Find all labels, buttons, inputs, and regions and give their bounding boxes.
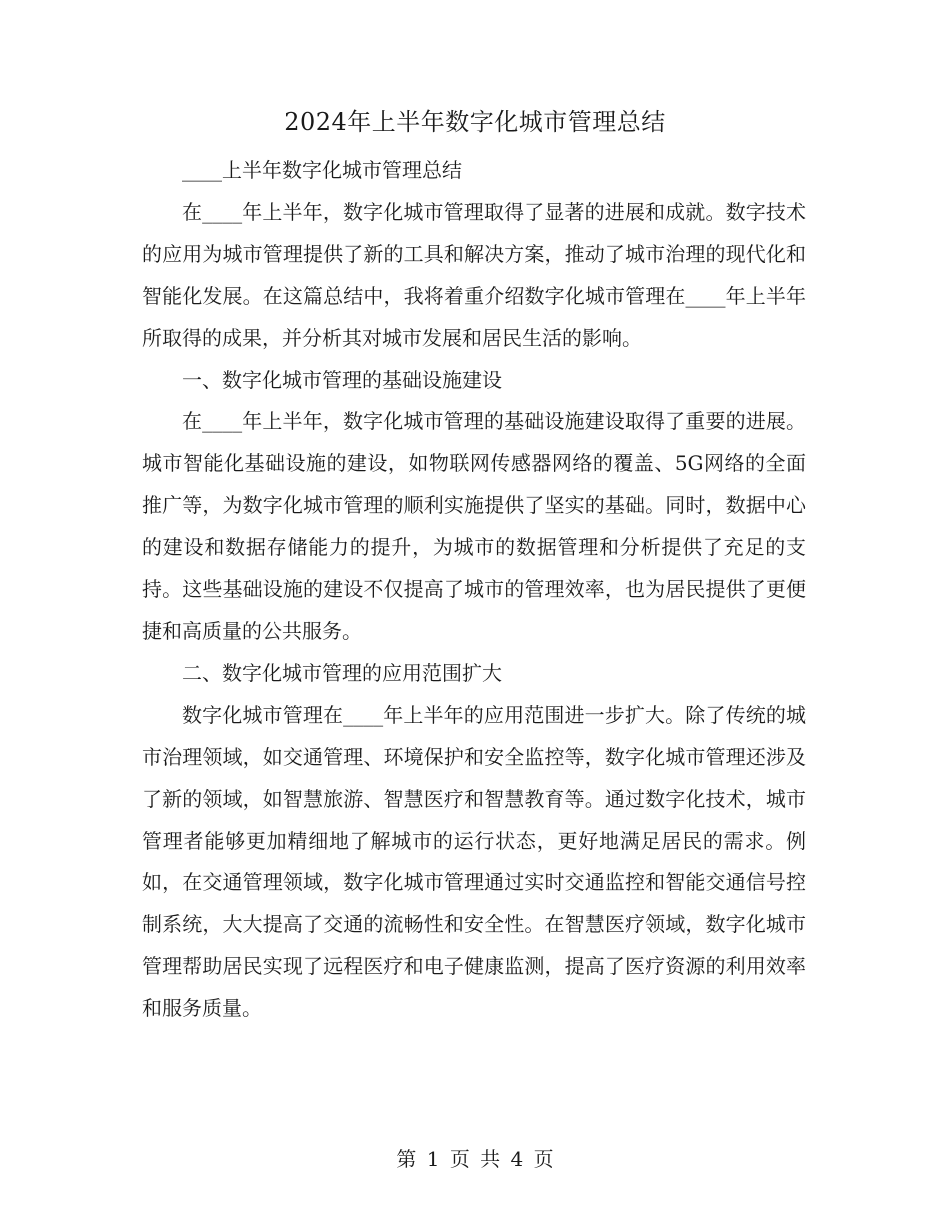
document-body [142,150,806,1030]
intro-paragraph: 在____年上半年，数字化城市管理取得了显著的进展和成就。数字技术的应用为城市管理提供了新的工具和解决方案，推动了城市治理的现代化和智能化发展。在这篇总结中，我将着重介绍数字化城市管理在____年上半年所取得的成果，并分析其对城市发展和居民生活的影响。 [142,199,806,350]
section-heading-1: 一、数字化城市管理的基础设施建设 [182,367,502,392]
section-1-paragraph: 在____年上半年，数字化城市管理的基础设施建设取得了重要的进展。城市智能化基础设施的建设，如物联网传感器网络的覆盖、5G网络的全面推广等，为数字化城市管理的顺利实施提供了坚实的基础。同时，数据中心的建设和数据存储能力的提升，为城市的数据管理和分析提供了充足的支持。这些基础设施的建设不仅提高了城市的管理效率，也为居民提供了更便捷和高质量的公共服务。 [142,409,806,643]
section-2-paragraph: 数字化城市管理在____年上半年的应用范围进一步扩大。除了传统的城市治理领域，如交通管理、环境保护和安全监控等，数字化城市管理还涉及了新的领域，如智慧旅游、智慧医疗和智慧教育等。通过数字化技术，城市管理者能够更加精细地了解城市的运行状态，更好地满足居民的需求。例如，在交通管理领域，数字化城市管理通过实时交通监控和智能交通信号控制系统，大大提高了交通的流畅性和安全性。在智慧医疗领域，数字化城市管理帮助居民实现了远程医疗和电子健康监测，提高了医疗资源的利用效率和服务质量。 [142,702,806,1021]
page-number-footer: 第 1 页 共 4 页 [396,1147,554,1171]
document-title: 2024年上半年数字化城市管理总结 [284,108,666,136]
section-heading-2: 二、数字化城市管理的应用范围扩大 [182,660,502,685]
subtitle-paragraph: ____上半年数字化城市管理总结 [182,158,462,182]
